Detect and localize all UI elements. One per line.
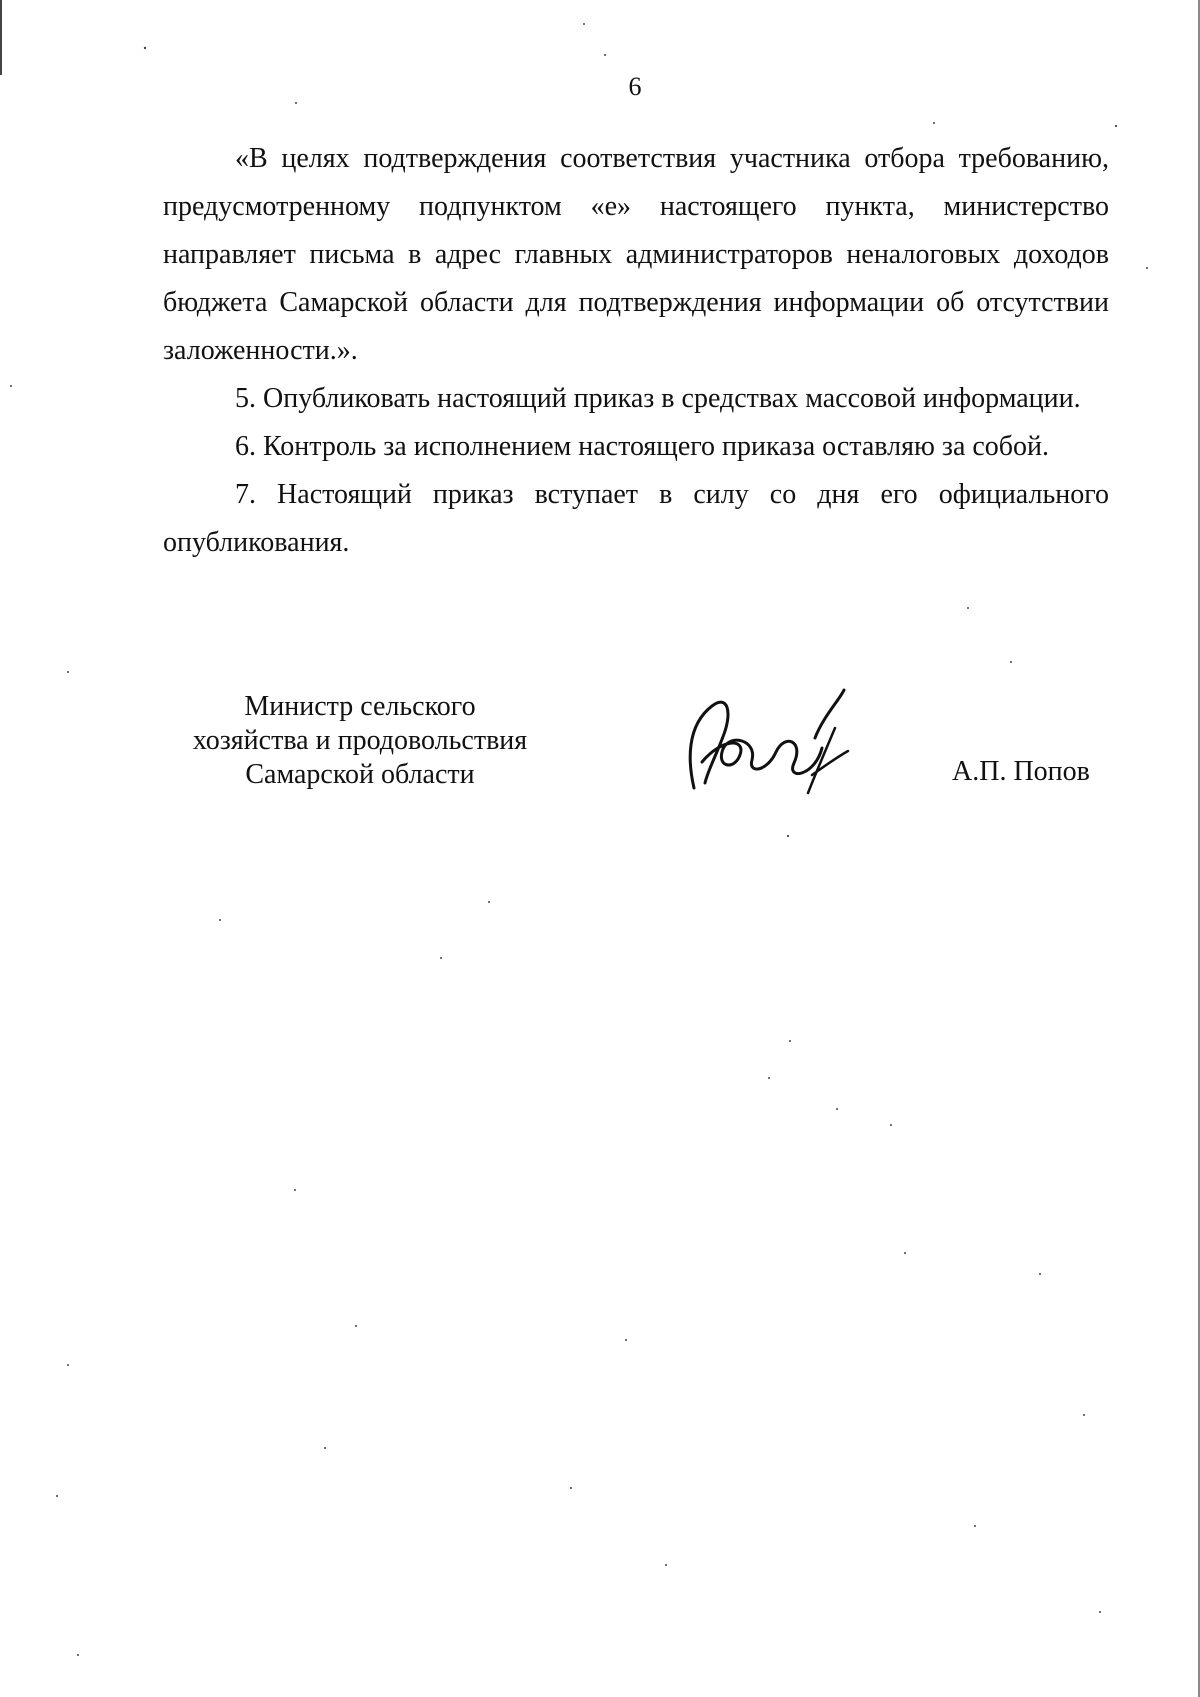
official-title-line-3: Самарской области (245, 759, 475, 790)
official-title-line-1: Министр сельского (244, 691, 476, 722)
paragraph-item-7: 7. Настоящий приказ вступает в силу со дня его официального опубликования. (163, 479, 1109, 558)
paragraph-item-6: 6. Контроль за исполнением настоящего приказа оставляю за собой. (235, 431, 1050, 462)
official-title-line-2: хозяйства и продовольствия (192, 725, 528, 756)
official-title (160, 690, 560, 792)
document-body (163, 135, 1109, 567)
paragraph-item-5: 5. Опубликовать настоящий приказ в средствах массовой информации. (235, 383, 1081, 414)
signature-block (0, 690, 1200, 800)
handwritten-signature (670, 680, 860, 800)
page-number: 6 (628, 72, 642, 101)
signer-name: А.П. Попов (952, 756, 1090, 787)
scan-left-edge (0, 0, 2, 75)
paragraph-verification: «В целях подтверждения соответствия участника отбора требованию, предусмотренному подпунктом «е» настоящего пункта, министерство направляет письма в адрес главных администраторов неналоговых доходов бюджета Самарской области для подтверждения информации об отсутствии заложенности.». (163, 143, 1109, 366)
